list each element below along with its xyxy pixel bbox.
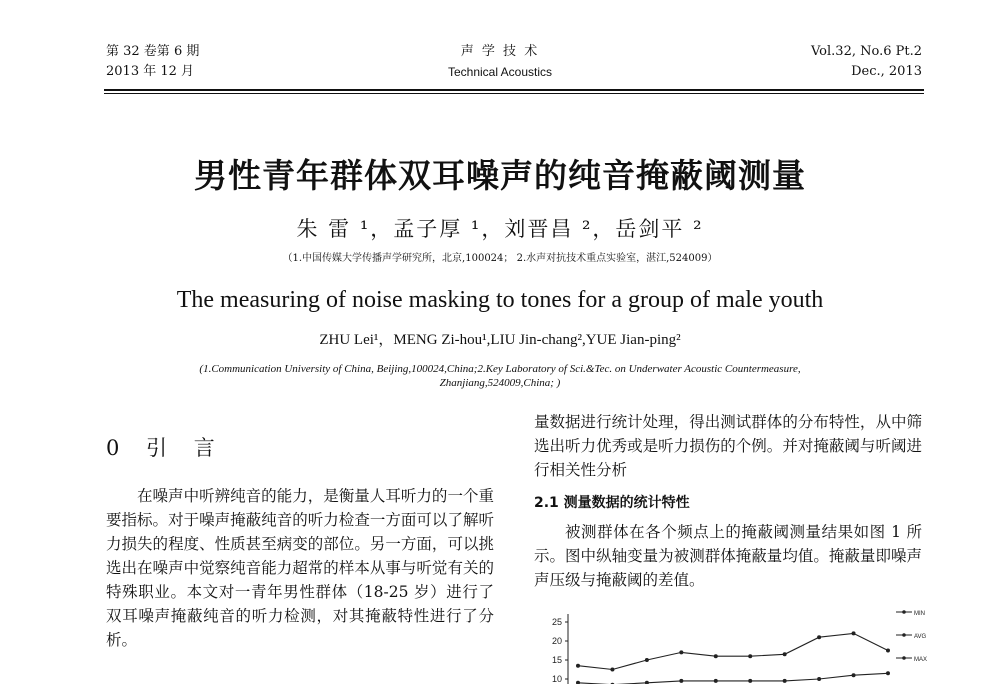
y-tick-label: 25	[551, 617, 562, 627]
data-point-max	[576, 664, 580, 668]
header-left-issue: 第 32 卷第 6 期	[106, 44, 200, 59]
data-point-avg	[852, 673, 856, 677]
data-point-avg	[748, 679, 752, 683]
figure-1-chart	[528, 604, 928, 684]
data-point-avg	[817, 677, 821, 681]
legend-marker	[902, 610, 906, 614]
data-point-max	[852, 631, 856, 635]
affiliation-cn: （1.中国传媒大学传播声学研究所，北京,100024； 2.水声对抗技术重点实验室，湛江,524009）	[282, 253, 718, 264]
header-journal-en: Technical Acoustics	[447, 65, 553, 79]
header-journal-cn: 声 学 技 术	[460, 44, 540, 59]
affiliation-en-line2: Zhanjiang,524009,China; )	[439, 377, 561, 389]
authors-cn: 朱 雷 ¹，孟子厚 ¹，刘晋昌 ²，岳剑平 ²	[296, 217, 704, 241]
section-2-1-heading: 2.1 测量数据的统计特性	[534, 495, 690, 511]
legend-label-avg: AVG	[914, 634, 927, 640]
header-left-date: 2013 年 12 月	[106, 64, 195, 79]
data-point-max	[679, 650, 683, 654]
paper-title-cn: 男性青年群体双耳噪声的纯音掩蔽阈测量	[194, 156, 806, 195]
data-point-avg	[783, 679, 787, 683]
data-point-max	[748, 654, 752, 658]
header-right-volume: Vol.32, No.6 Pt.2	[810, 44, 922, 59]
data-point-max	[610, 668, 614, 672]
legend-label-min: MIN	[914, 611, 925, 617]
data-point-max	[783, 652, 787, 656]
data-point-avg	[714, 679, 718, 683]
series-line-avg	[578, 673, 888, 684]
section-0-heading: 0 引 言	[106, 436, 225, 460]
right-paragraph-1: 量数据进行统计处理，得出测试群体的分布特性，从中筛选出听力优秀或是听力损伤的个例。并对掩蔽阈与听阈进行相关性分析	[534, 413, 922, 479]
series-line-max	[578, 633, 888, 669]
right-paragraph-2: 被测群体在各个频点上的掩蔽阈测量结果如图 1 所示。图中纵轴变量为被测群体掩蔽量均值。掩蔽量即噪声声压级与掩蔽阈的差值。	[534, 523, 922, 589]
data-point-max	[886, 649, 890, 653]
paper-title-en: The measuring of noise masking to tones for a group of male youth	[176, 287, 824, 313]
legend-label-max: MAX	[914, 657, 928, 663]
y-tick-label: 20	[551, 636, 562, 646]
legend-marker	[902, 656, 906, 660]
data-point-max	[645, 658, 649, 662]
data-point-max	[817, 635, 821, 639]
legend-marker	[902, 633, 906, 637]
data-point-max	[714, 654, 718, 658]
header-right-date: Dec., 2013	[851, 64, 922, 79]
y-tick-label: 10	[551, 674, 562, 684]
affiliation-en	[0, 362, 1000, 390]
affiliation-en-line1: (1.Communication University of China, Beijing,100024,China;2.Key Laboratory of Sci.&Tec. on Underwater Acoustic Countermeasure,	[199, 363, 801, 375]
header-rule-thin	[104, 93, 924, 94]
y-tick-label: 15	[551, 655, 562, 665]
data-point-avg	[679, 679, 683, 683]
header-rule-thick	[104, 89, 924, 91]
authors-en: ZHU Lei¹，MENG Zi-hou¹,LIU Jin-chang²,YUE Jian-ping²	[319, 332, 681, 348]
intro-paragraph: 在噪声中听辨纯音的能力，是衡量人耳听力的一个重要指标。对于噪声掩蔽纯音的听力检查一方面可以了解听力损失的程度、性质甚至病变的部位。另一方面，可以挑选出在噪声中觉察纯音能力超常的样本从事与听觉有关的特殊职业。本文对一青年男性群体（18-25 岁）进行了双耳噪声掩蔽纯音的听力检测，对其掩蔽特性进行了分析。	[106, 487, 494, 649]
data-point-avg	[886, 671, 890, 675]
